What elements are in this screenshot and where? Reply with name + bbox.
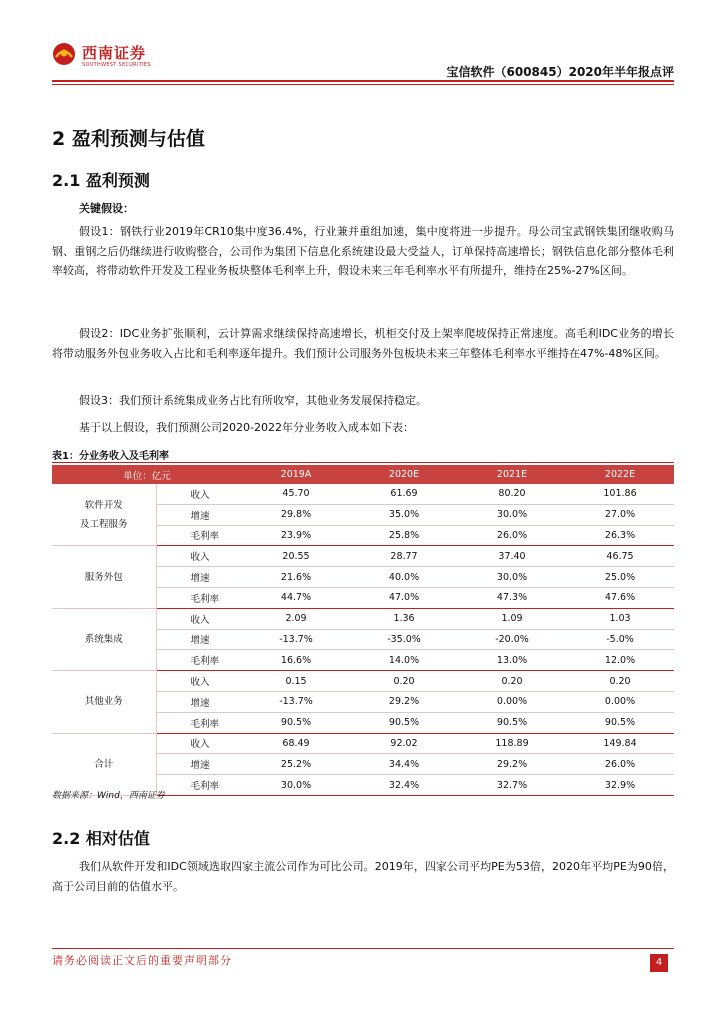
table-header-row <box>52 465 674 484</box>
value-cell: 90.5% <box>566 712 674 733</box>
valuation-paragraph: 我们从软件开发和IDC领域选取四家主流公司作为可比公司。2019年，四家公司平均PE为53倍，2020年平均PE为90倍，高于公司目前的估值水平。 <box>52 860 674 893</box>
value-cell: 26.3% <box>566 525 674 546</box>
unit-header: 单位：亿元 <box>52 465 242 484</box>
year-header: 2022E <box>566 465 674 484</box>
header-divider-thin <box>52 84 674 85</box>
table-source: 数据来源：Wind，西南证券 <box>52 791 165 801</box>
value-cell: -5.0% <box>566 629 674 650</box>
company-logo <box>52 40 162 76</box>
assumption-2: 假设2：IDC业务扩张顺利，云计算需求继续保持高速增长，机柜交付及上架率爬坡保持正常速度。高毛利IDC业务的增长将带动服务外包业务收入占比和毛利率逐年提升。我们预计公司服务外包板块未来三年整体毛利率水平维持在47%-48%区间。 <box>52 327 674 360</box>
metric-label: 毛利率 <box>156 587 242 608</box>
metric-label: 毛利率 <box>156 650 242 671</box>
value-cell: 27.0% <box>566 504 674 525</box>
value-cell: 32.4% <box>350 775 458 796</box>
metric-label: 增速 <box>156 754 242 775</box>
value-cell: 46.75 <box>566 546 674 567</box>
metric-label: 增速 <box>156 504 242 525</box>
value-cell: 61.69 <box>350 484 458 504</box>
metric-label: 收入 <box>156 484 242 504</box>
metric-label: 收入 <box>156 733 242 754</box>
logo-chinese-name: 西南证券 <box>82 44 147 62</box>
footer-divider <box>52 948 674 949</box>
value-cell: 32.9% <box>566 775 674 796</box>
value-cell: 23.9% <box>242 525 350 546</box>
page-header <box>0 0 724 86</box>
value-cell: 29.2% <box>458 754 566 775</box>
value-cell: 28.77 <box>350 546 458 567</box>
revenue-margin-table <box>52 465 674 796</box>
segment-name: 其他业务 <box>52 671 156 733</box>
segment-name: 合计 <box>52 733 156 795</box>
value-cell: -20.0% <box>458 629 566 650</box>
value-cell: 47.6% <box>566 587 674 608</box>
value-cell: 101.86 <box>566 484 674 504</box>
value-cell: 25.8% <box>350 525 458 546</box>
value-cell: 0.00% <box>458 691 566 712</box>
value-cell: 92.02 <box>350 733 458 754</box>
value-cell: 37.40 <box>458 546 566 567</box>
forecast-intro: 基于以上假设，我们预测公司2020-2022年分业务收入成本如下表： <box>79 421 414 434</box>
year-header: 2019A <box>242 465 350 484</box>
subsection-title-forecast: 2.1 盈利预测 <box>52 171 150 190</box>
value-cell: 149.84 <box>566 733 674 754</box>
assumption-1: 假设1：钢铁行业2019年CR10集中度36.4%，行业兼并重组加速，集中度将进一步提升。母公司宝武钢铁集团继收购马钢、重钢之后仍继续进行收购整合，公司作为集团下信息化系统建设最大受益人，订单保持高速增长；钢铁信息化部分整体毛利率较高，将带动软件开发及工程业务板块整体毛利率上升，假设未来三年毛利率水平有所提升，维持在25%-27%区间。 <box>52 225 674 277</box>
table-row <box>52 484 674 504</box>
value-cell: 0.20 <box>566 671 674 692</box>
metric-label: 增速 <box>156 567 242 588</box>
value-cell: 118.89 <box>458 733 566 754</box>
value-cell: 16.6% <box>242 650 350 671</box>
value-cell: 0.20 <box>458 671 566 692</box>
segment-name: 软件开发 及工程服务 <box>52 484 156 546</box>
value-cell: 25.2% <box>242 754 350 775</box>
value-cell: 0.00% <box>566 691 674 712</box>
footer-disclaimer: 请务必阅读正文后的重要声明部分 <box>52 954 232 967</box>
value-cell: 13.0% <box>458 650 566 671</box>
value-cell: 35.0% <box>350 504 458 525</box>
value-cell: 21.6% <box>242 567 350 588</box>
page-number: 4 <box>650 954 668 972</box>
table-row <box>52 733 674 754</box>
value-cell: 80.20 <box>458 484 566 504</box>
value-cell: 40.0% <box>350 567 458 588</box>
table-caption: 表1：分业务收入及毛利率 <box>52 451 169 462</box>
value-cell: 14.0% <box>350 650 458 671</box>
value-cell: 1.03 <box>566 608 674 629</box>
year-header: 2020E <box>350 465 458 484</box>
value-cell: -35.0% <box>350 629 458 650</box>
year-header: 2021E <box>458 465 566 484</box>
value-cell: 34.4% <box>350 754 458 775</box>
report-title: 宝信软件（600845）2020年半年报点评 <box>446 65 674 79</box>
value-cell: 12.0% <box>566 650 674 671</box>
header-divider <box>52 80 674 82</box>
value-cell: 90.5% <box>350 712 458 733</box>
value-cell: 90.5% <box>242 712 350 733</box>
metric-label: 收入 <box>156 546 242 567</box>
section-title: 2 盈利预测与估值 <box>52 128 205 150</box>
value-cell: 44.7% <box>242 587 350 608</box>
value-cell: 26.0% <box>458 525 566 546</box>
table-row <box>52 671 674 692</box>
logo-emblem-icon <box>52 42 76 66</box>
value-cell: 20.55 <box>242 546 350 567</box>
value-cell: 30.0% <box>458 504 566 525</box>
value-cell: 90.5% <box>458 712 566 733</box>
value-cell: 0.20 <box>350 671 458 692</box>
value-cell: 30.0% <box>458 567 566 588</box>
value-cell: 1.36 <box>350 608 458 629</box>
table-row <box>52 608 674 629</box>
value-cell: 0.15 <box>242 671 350 692</box>
value-cell: 1.09 <box>458 608 566 629</box>
logo-english-name: SOUTHWEST SECURITIES <box>82 62 151 68</box>
metric-label: 毛利率 <box>156 775 242 796</box>
segment-name: 服务外包 <box>52 546 156 608</box>
table-top-divider <box>52 462 674 463</box>
value-cell: 25.0% <box>566 567 674 588</box>
value-cell: 2.09 <box>242 608 350 629</box>
value-cell: 68.49 <box>242 733 350 754</box>
table-row <box>52 546 674 567</box>
metric-label: 毛利率 <box>156 525 242 546</box>
value-cell: 47.3% <box>458 587 566 608</box>
value-cell: -13.7% <box>242 629 350 650</box>
metric-label: 毛利率 <box>156 712 242 733</box>
value-cell: 26.0% <box>566 754 674 775</box>
assumption-3: 假设3：我们预计系统集成业务占比有所收窄，其他业务发展保持稳定。 <box>79 394 427 407</box>
value-cell: 29.8% <box>242 504 350 525</box>
value-cell: 29.2% <box>350 691 458 712</box>
subsection-title-valuation: 2.2 相对估值 <box>52 829 150 848</box>
value-cell: -13.7% <box>242 691 350 712</box>
segment-name: 系统集成 <box>52 608 156 670</box>
value-cell: 47.0% <box>350 587 458 608</box>
value-cell: 32.7% <box>458 775 566 796</box>
metric-label: 增速 <box>156 691 242 712</box>
metric-label: 收入 <box>156 671 242 692</box>
metric-label: 收入 <box>156 608 242 629</box>
metric-label: 增速 <box>156 629 242 650</box>
key-assumptions-label: 关键假设： <box>79 202 134 215</box>
value-cell: 45.70 <box>242 484 350 504</box>
value-cell: 30.0% <box>242 775 350 796</box>
